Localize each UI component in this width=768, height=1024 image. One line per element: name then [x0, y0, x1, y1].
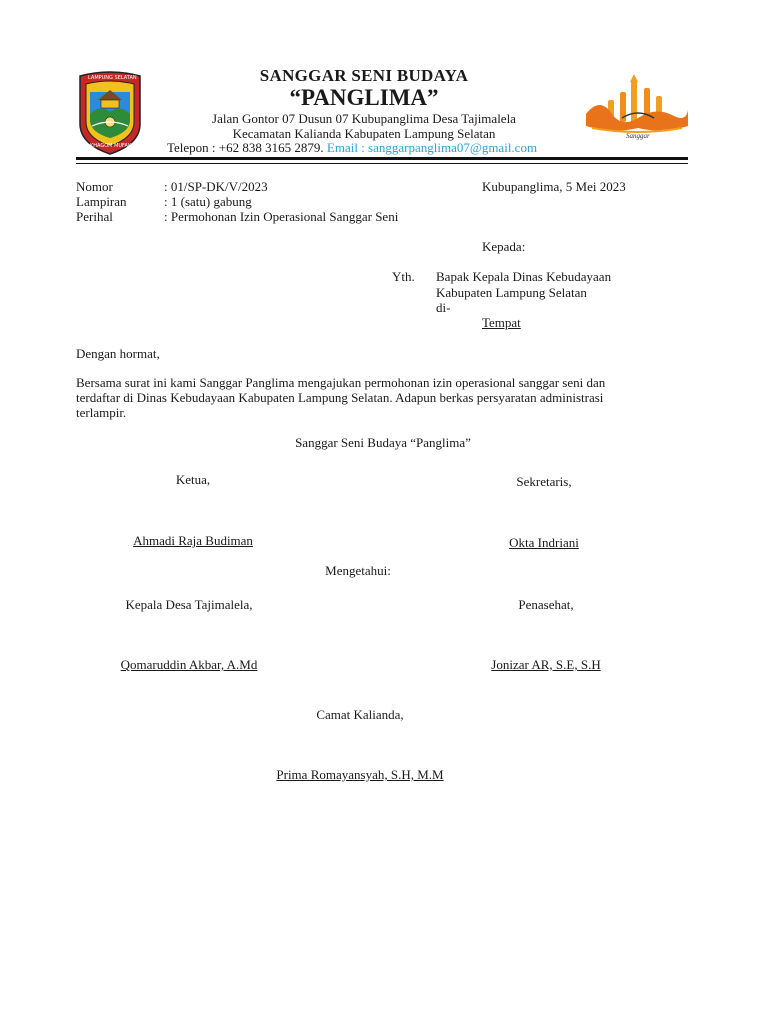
recipient-line-1: Bapak Kepala Dinas Kebudayaan — [436, 269, 612, 284]
mengetahui-label: Mengetahui: — [325, 563, 391, 578]
body-paragraph — [76, 375, 692, 420]
greeting: Dengan hormat, — [76, 346, 160, 361]
ketua-name: Ahmadi Raja Budiman — [133, 533, 253, 548]
place-date: Kubupanglima, 5 Mei 2023 — [482, 179, 626, 194]
address-line-2: Kecamatan Kalianda Kabupaten Lampung Selatan — [232, 126, 496, 141]
org-name: SANGGAR SENI BUDAYA — [259, 66, 469, 85]
kades-name: Qomaruddin Akbar, A.Md — [120, 657, 258, 672]
kepada-label: Kepada: — [482, 239, 526, 254]
camat-name: Prima Romayansyah, S.H, M.M — [276, 767, 444, 782]
logo-caption: Sanggar — [626, 132, 650, 140]
letterhead-rule-thick — [76, 157, 688, 160]
penasehat-name: Jonizar AR, S.E, S.H — [491, 657, 601, 672]
nomor-value: : 01/SP-DK/V/2023 — [164, 179, 268, 194]
paragraph-line-2: terdaftar di Dinas Kebudayaan Kabupaten Lampung Selatan. Adapun berkas persyaratan administrasi — [76, 390, 604, 405]
recipient-line-3: di- — [436, 300, 451, 315]
recipient-tempat: Tempat — [482, 315, 521, 330]
org-signature-heading: Sanggar Seni Budaya “Panglima” — [295, 435, 471, 450]
yth-label: Yth. — [392, 269, 415, 284]
contact-line — [167, 140, 537, 155]
recipient-line-2: Kabupaten Lampung Selatan — [436, 285, 587, 300]
org-title: “PANGLIMA” — [289, 85, 439, 110]
perihal-label: Perihal — [76, 209, 113, 224]
emblem-bottom-text: KHAGOM MUFAKAT — [90, 143, 138, 149]
sekretaris-title: Sekretaris, — [516, 474, 572, 489]
lampiran-value: : 1 (satu) gabung — [164, 194, 252, 209]
kades-title: Kepala Desa Tajimalela, — [125, 597, 253, 612]
sekretaris-name: Okta Indriani — [509, 535, 579, 550]
email-link[interactable]: Email : sanggarpanglima07@gmail.com — [326, 140, 538, 155]
address-line-1: Jalan Gontor 07 Dusun 07 Kubupanglima Desa Tajimalela — [212, 111, 516, 126]
emblem-top-text: LAMPUNG SELATAN — [88, 75, 137, 81]
lampiran-label: Lampiran — [76, 194, 127, 209]
penasehat-title: Penasehat, — [518, 597, 574, 612]
phone-text: Telepon : +62 838 3165 2879. — [167, 140, 324, 155]
nomor-label: Nomor — [76, 179, 113, 194]
paragraph-line-1: Bersama surat ini kami Sanggar Panglima mengajukan permohonan izin operasional sanggar seni dan — [76, 375, 606, 390]
letterhead-rule-thin — [76, 163, 688, 164]
paragraph-line-3: terlampir. — [76, 405, 127, 420]
camat-title: Camat Kalianda, — [316, 707, 404, 722]
ketua-title: Ketua, — [175, 472, 211, 487]
perihal-value: : Permohonan Izin Operasional Sanggar Seni — [164, 209, 399, 224]
